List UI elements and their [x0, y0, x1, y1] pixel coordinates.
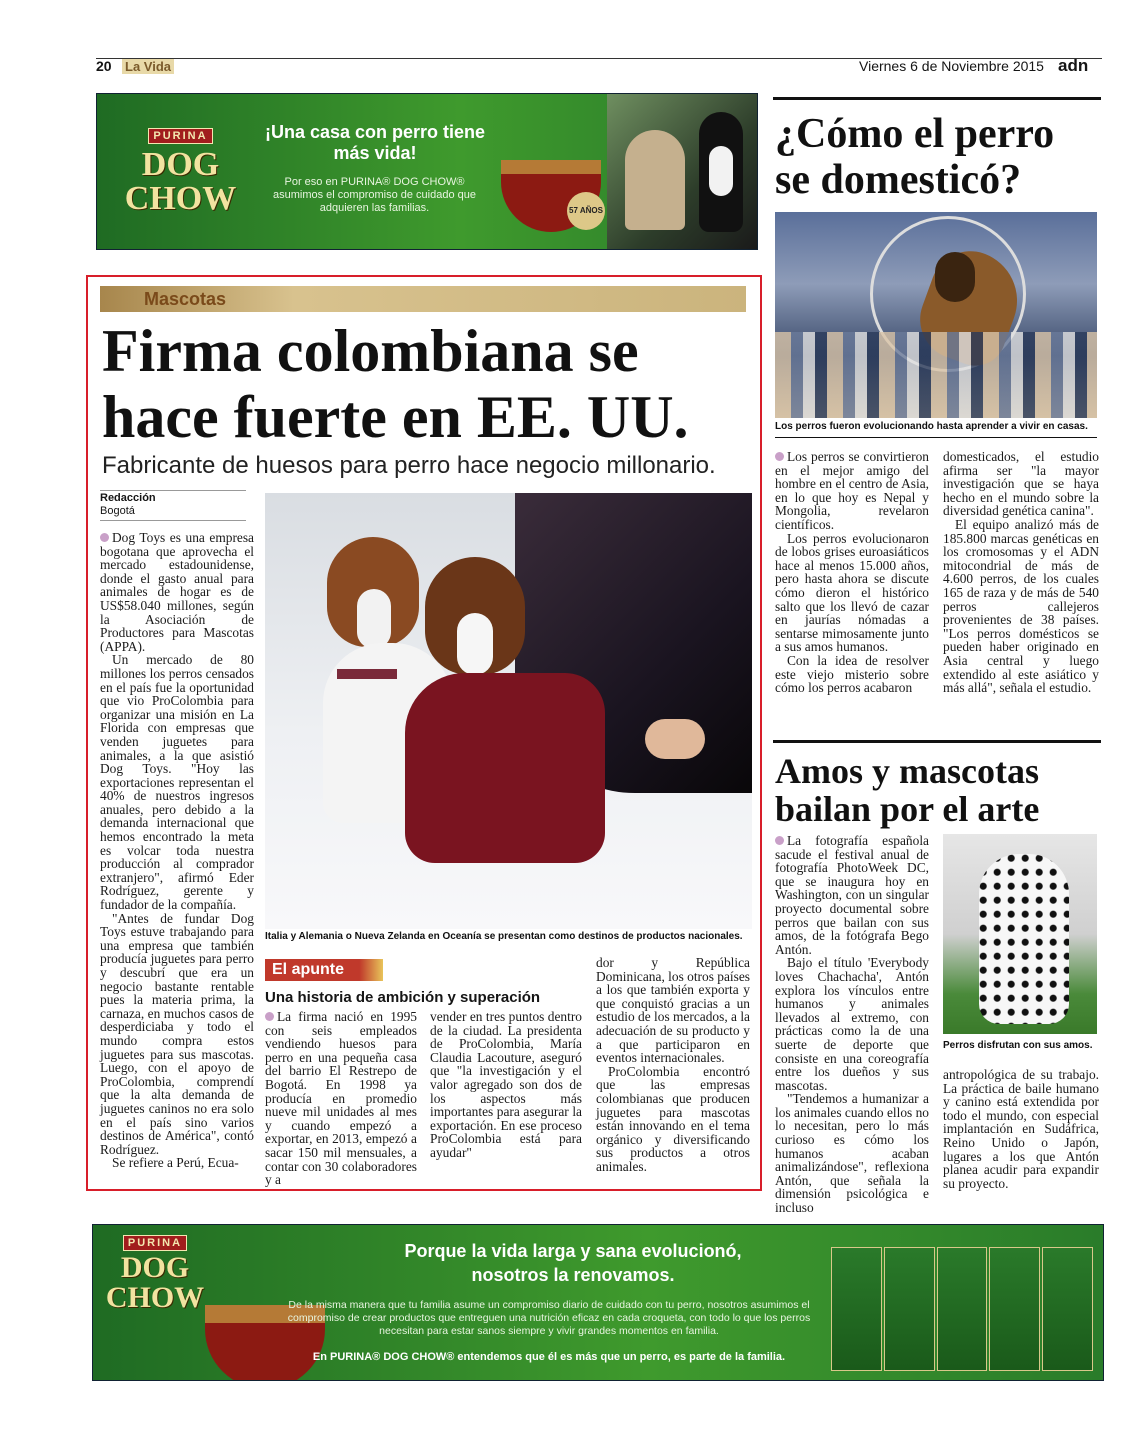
- anniversary-badge-text: 57 AÑOS: [569, 206, 603, 215]
- dog-face: [935, 252, 975, 302]
- person-hand: [645, 719, 705, 759]
- product-bags: [831, 1247, 1093, 1371]
- beagle-puppies-photo: [265, 493, 752, 929]
- main-paragraph-4: Se refiere a Perú, Ecua-: [112, 1155, 239, 1171]
- ad-family-photo: [607, 94, 757, 249]
- right2-caption: Perros disfrutan con sus amos.: [943, 1040, 1093, 1051]
- right2-paragraph-1: La fotografía española sacude el festival anual de fotografía PhotoWeek DC, que se inaugura hoy en Washington, con un singular proyecto documental sobre perros que bailan con sus amos, de la fotógrafa Bego Antón.: [775, 833, 929, 957]
- bullet-icon: [100, 533, 109, 542]
- main-headline-line1: Firma colombiana se: [102, 318, 639, 384]
- byline-rule-bottom: [100, 520, 246, 521]
- main-paragraph-1: Dog Toys es una empresa bogotana que aprovecha el mercado estadounidense, donde el gasto anual para animales de hogar es de US$58.040 millones, según la Asociación de Productores para Mascotas (APPA).: [100, 530, 254, 654]
- dalmatian-body: [979, 854, 1069, 1024]
- ad-bottom-headline-1: Porque la vida larga y sana evolucionó,: [404, 1241, 742, 1261]
- byline-city: Bogotá: [100, 505, 135, 517]
- right1-paragraph-3: Con la idea de resolver este viejo misterio sobre cómo los perros acabaron: [775, 652, 929, 696]
- main-col4-paragraph-1: dor y República Dominicana, los otros países a los que también exporta y que conquistó gracias a un estudio de los mercados, a la adecuación de su producto y a que participaron en eventos internacionales.: [596, 955, 750, 1066]
- ad-person-shape: [625, 130, 685, 230]
- ad-bottom-logo: [103, 1233, 207, 1313]
- right-top-rule: [773, 97, 1101, 100]
- right1-column-1: [775, 450, 929, 695]
- puppy-left-muzzle: [357, 589, 391, 649]
- sidebar-kicker: El apunte: [272, 961, 345, 978]
- right2-paragraph-3: "Tendemos a humanizar a los animales cuando ellos no lo necesitan, pero lo más curioso es cómo los humanos acaban animalizándose", reflexiona Antón, que señala la dimensión psicológica e incluso: [775, 1091, 929, 1216]
- right2-column-1: [775, 834, 929, 1215]
- right1-paragraph-2: Los perros evolucionaron de lobos grises euroasiáticos hace al menos 15.000 años, pero hasta ahora se discute cómo dieron el histórico salto que los llevó de cazar en jaurías nómadas a sentarse mimosamente junto a sus amos humanos.: [775, 530, 929, 655]
- right2-paragraph-2: Bajo el título 'Everybody loves Chachacha', Antón explora los vínculos entre humanos y animales llevados al extremo, con prácticas como la de una suerte de deporte que consiste en una coreografía entre los dueños y sus mascotas.: [775, 955, 929, 1093]
- ad-bottom-tagline: En PURINA® DOG CHOW® entendemos que él es más que un perro, es parte de la familia.: [312, 1351, 786, 1363]
- section-name: La Vida: [122, 59, 174, 74]
- right1-column-2: [943, 450, 1099, 695]
- jumping-dog-photo: [775, 212, 1097, 418]
- right1-caption: Los perros fueron evolucionando hasta aprender a vivir en casas.: [775, 421, 1088, 432]
- brand-logo: adn: [1058, 56, 1089, 75]
- right2-paragraph-4: antropológica de su trabajo. La práctica de baile humano y canino está extendida por todo el mundo, con especial implantación en Sudáfrica, Reino Unido o Japón, lugares a los que Antón planea acudir para expandir su proyecto.: [943, 1067, 1099, 1191]
- main-photo-caption: Italia y Alemania o Nueva Zelanda en Oceanía se presentan como destinos de productos nacionales.: [265, 931, 743, 942]
- dalmatian-photo: [943, 834, 1097, 1034]
- article-kicker: Mascotas: [144, 289, 227, 309]
- main-paragraph-3: "Antes de fundar Dog Toys estuve trabajando para una empresa que también producía juguetes para perro y descubrí que era un negocio bastante rentable pues la materia prima, la carnaza, en muchos casos de desperdiciaba y todo el mundo compra estos juguetes para sus mascotas. Luego, con el apoyo de ProColombia, comprendí que la alta demanda de juguetes caninos no era solo en el país sino varios destinos de América", contó Rodríguez.: [100, 910, 254, 1157]
- bullet-icon: [265, 1012, 274, 1021]
- main-headline-line2: hace fuerte en EE. UU.: [102, 384, 689, 450]
- product-bag-4: [989, 1247, 1040, 1371]
- ad-top-logo: [123, 126, 238, 216]
- ad-top-subtext: Por eso en PURINA® DOG CHOW® asumimos el compromiso de cuidado que adquieren las familias.: [273, 176, 476, 214]
- right1-paragraph-4: domesticados, el estudio afirma ser "la mayor investigación que se haya hecho en el mundo sobre la diversidad genética canina".: [943, 449, 1099, 519]
- product-bag-3: [937, 1247, 988, 1371]
- byline-rule: [100, 490, 246, 491]
- product-bag-1: [831, 1247, 882, 1371]
- main-col4-paragraph-2: ProColombia encontró que las empresas colombianas que producen juguetes para mascotas están innovando en el tema orgánico y diversificando sus productos a otros animales.: [596, 1063, 750, 1174]
- right2-top-rule: [773, 740, 1101, 743]
- sidebar-column-2: [430, 1010, 582, 1160]
- main-paragraph-2: Un mercado de 80 millones los perros censados en el país fue la oportunidad que vio ProColombia para organizar una misión en La Florida con empresas que venden juguetes para animales, a la que asistió Dog Toys. "Hoy las exportaciones representan el 40% de nuestros ingresos anuales, pero debido a la demanda internacional que hemos encontrado la meta es volcar toda nuestra producción al comprador extranjero", afirmó Eder Rodríguez, gerente y fundador de la compañía.: [100, 652, 254, 913]
- ad-dog-chest: [709, 146, 733, 196]
- right1-paragraph-5: El equipo analizó más de 185.800 marcas genéticas en los cromosomas y el ADN mitocondrial de más de 4.600 perros, de los cuales 165 de raza y de más de 540 perros callejeros provenientes de 38 países. "Los perros domésticos se pueden haber originado en Asia central y luego extendido al este asiático y más allá", señala el estudio.: [943, 516, 1099, 696]
- anniversary-badge: [567, 192, 605, 230]
- ad-bottom-headline-2: nosotros la renovamos.: [471, 1265, 675, 1285]
- ad-top-headline: ¡Una casa con perro tiene más vida!: [264, 122, 486, 163]
- ad-brand-line1: DOG: [141, 146, 220, 183]
- main-deck: Fabricante de huesos para perro hace negocio millonario.: [102, 452, 716, 479]
- bullet-icon: [775, 836, 784, 845]
- puppy-right-muzzle: [457, 613, 493, 675]
- main-column-1: [100, 531, 254, 1170]
- puppy-collar: [337, 669, 397, 679]
- right2-headline-line2: bailan por el arte: [775, 789, 1040, 829]
- red-sweater: [405, 673, 605, 863]
- page-date: Viernes 6 de Noviembre 2015: [859, 58, 1044, 74]
- crowd: [775, 332, 1097, 418]
- page-number: 20: [96, 58, 112, 74]
- ad-bottom[interactable]: [92, 1224, 1104, 1381]
- purina-logo: PURINA: [148, 128, 212, 144]
- byline-author: Redacción: [100, 492, 156, 504]
- right2-headline-line1: Amos y mascotas: [775, 751, 1039, 791]
- ad-brand-line2: CHOW: [124, 180, 237, 217]
- sidebar-headline: Una historia de ambición y superación: [265, 989, 541, 1006]
- ad-bottom-brand-line1: DOG: [120, 1251, 190, 1284]
- main-column-4: [596, 956, 750, 1174]
- bullet-icon: [775, 452, 784, 461]
- right1-headline-line1: ¿Cómo el perro: [775, 111, 1055, 157]
- sidebar-column-1: [265, 1010, 417, 1187]
- product-bag-2: [884, 1247, 935, 1371]
- sidebar-text-1: La firma nació en 1995 con seis empleados vendiendo huesos para perro en una pequeña casa del barrio El Restrepo de Bogotá. En 1998 ya producía en promedio nueve mil unidades al mes y cuando empezó a exportar, en 2013, empezó a sacar 150 mil mensuales, a contar con 30 colaboradores y a: [265, 1009, 417, 1188]
- product-bag-5: [1042, 1247, 1093, 1371]
- right1-paragraph-1: Los perros se convirtieron en el mejor amigo del hombre en el centro de Asia, en lo que hoy es Nepal y Mongolia, revelaron científicos.: [775, 449, 929, 532]
- right1-caption-rule: [775, 437, 1097, 438]
- ad-top[interactable]: [96, 93, 758, 250]
- purina-logo: PURINA: [123, 1235, 187, 1251]
- right1-headline-line2: se domesticó?: [775, 157, 1022, 203]
- ad-bottom-brand-line2: CHOW: [105, 1281, 205, 1314]
- sidebar-text-2: vender en tres puntos dentro de la ciudad. La presidenta de ProColombia, María Claudia Lacouture, aseguró que "la investigación y el valor agregado son dos de los aspectos más importantes para asegurar la exportación. En ese proceso ProColombia está para ayudar": [430, 1009, 582, 1160]
- ad-bottom-body: De la misma manera que tu familia asume un compromiso diario de cuidado con tu perro, nosotros asumimos el compromiso de crear productos que entreguen una nutrición eficaz en cada croqueta, con todo lo que los perros necesitan para estar sanos siempre y vivir grandes momentos en familia.: [287, 1299, 811, 1337]
- right2-column-2: [943, 1068, 1099, 1190]
